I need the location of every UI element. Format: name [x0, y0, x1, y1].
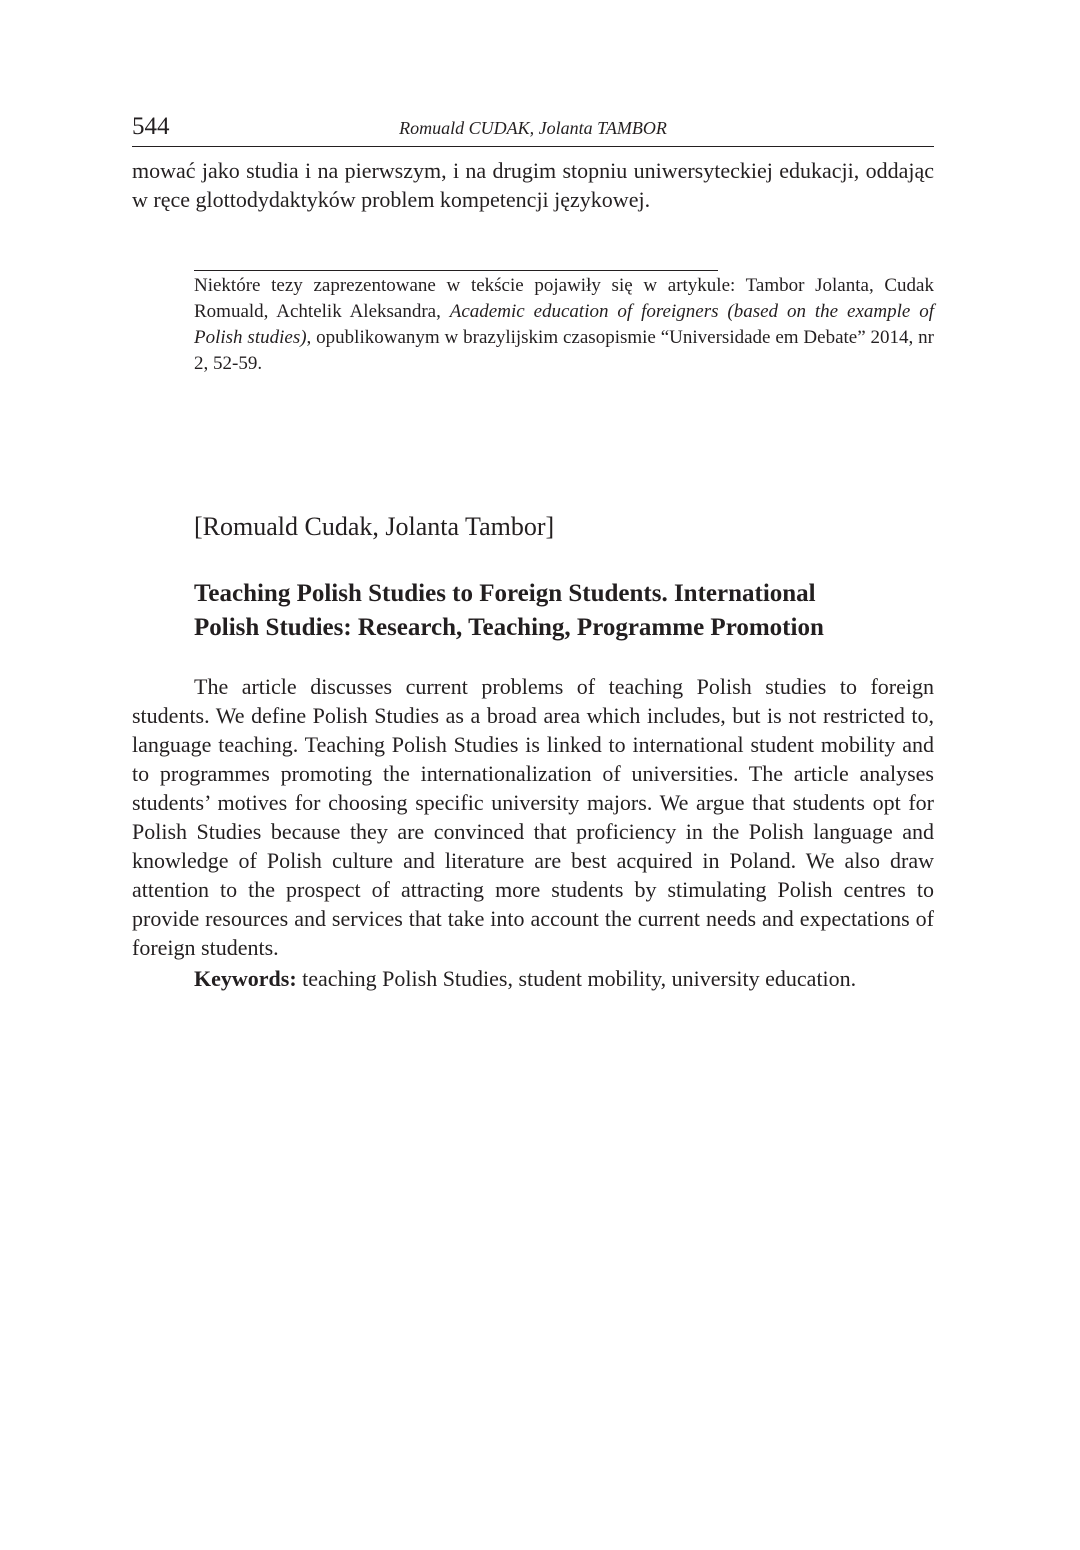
- footnote-text-end: , opublikowanym w brazylijskim czasopismie “Universidade em Debate” 2014, nr 2, 52-59.: [194, 327, 934, 374]
- keywords-paragraph: [132, 964, 934, 993]
- summary-title-line-2: Polish Studies: Research, Teaching, Programme Promotion: [194, 614, 824, 641]
- continuation-paragraph: mować jako studia i na pierwszym, i na drugim stopniu uniwersyteckiej edukacji, oddając w ręce glottodydaktyków problem kompetencji językowej.: [132, 158, 934, 212]
- page-number: 544: [132, 113, 170, 140]
- running-head-authors: Romuald CUDAK, Jolanta TAMBOR: [399, 118, 667, 138]
- summary-title: [194, 577, 934, 645]
- summary-title-line-1: Teaching Polish Studies to Foreign Students. International: [194, 580, 816, 607]
- keywords-list: teaching Polish Studies, student mobility, university education.: [296, 966, 857, 991]
- footnote-separator: [194, 270, 718, 271]
- footnote-cited-article-title: Academic education of foreigners (based on the example of Polish studies): [194, 301, 934, 348]
- abstract-paragraph: The article discusses current problems of teaching Polish studies to foreign students. We define Polish Studies as a broad area which includes, but is not restricted to, language teaching. Teaching Polish Studies is linked to international student mobility and to programmes promoting the internationalization of universities. The article analyses students’ motives for choosing specific university majors. We argue that students opt for Polish Studies because they are convinced that proficiency in the Polish language and knowledge of Polish culture and literature are best acquired in Poland. We also draw attention to the prospect of attracting more students by stimulating Polish centres to provide resources and services that take into account the current needs and expectations of foreign students.: [132, 674, 934, 960]
- keywords-label: Keywords:: [194, 966, 297, 991]
- footnote-text-start: Niektóre tezy zaprezentowane w tekście pojawiły się w artykule: Tambor Jolanta, Cudak Romuald, Achtelik Aleksandra,: [194, 275, 934, 322]
- footnote: [194, 273, 934, 377]
- page-header: [132, 112, 934, 147]
- summary-authors: [Romuald Cudak, Jolanta Tambor]: [194, 512, 555, 541]
